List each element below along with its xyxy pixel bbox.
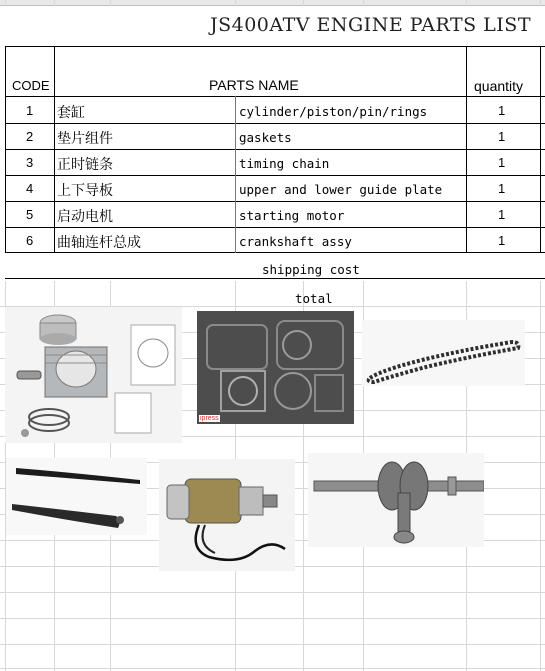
grid-row-line [0,668,545,669]
gaskets-image [197,311,354,424]
row-cn-name: 套缸 [57,105,85,121]
row-en-name: gaskets [239,130,292,145]
row-code: 1 [26,103,34,118]
cylinder-piston-image [5,307,182,443]
row-code: 5 [26,207,34,222]
starting-motor-image [159,459,295,571]
row-code: 3 [26,155,34,170]
row-en-name: crankshaft assy [239,234,352,249]
row-en-name: upper and lower guide plate [239,182,443,197]
row-code: 6 [26,233,34,248]
row-code: 2 [26,129,34,144]
header-parts-name: PARTS NAME [209,77,299,93]
row-qty: 1 [498,233,506,248]
row-qty: 1 [498,155,506,170]
total-label: total [295,291,333,306]
grid-row-line [0,592,545,593]
row-qty: 1 [498,207,506,222]
crankshaft-image [308,453,484,547]
shipping-cost-label: shipping cost [262,262,360,277]
grid-row-line [0,644,545,645]
row-cn-name: 正时链条 [57,157,113,173]
row-qty: 1 [498,129,506,144]
row-en-name: timing chain [239,156,330,171]
row-cn-name: 上下导板 [57,183,113,199]
row-qty: 1 [498,103,506,118]
row-code: 4 [26,181,34,196]
timing-chain-image [362,320,525,386]
row-en-name: cylinder/piston/pin/rings [239,104,428,119]
row-cn-name: 垫片组件 [57,131,113,147]
row-cn-name: 启动电机 [57,209,113,225]
image-watermark-text: ipress [200,415,219,422]
grid-row-line [0,618,545,619]
row-cn-name: 曲轴连杆总成 [57,235,141,251]
row-qty: 1 [498,181,506,196]
header-quantity: quantity [474,78,524,94]
row-en-name: starting motor [239,208,345,223]
header-code: CODE [12,78,50,93]
sheet-title: JS400ATV ENGINE PARTS LIST [210,14,531,36]
guide-plates-image [6,458,147,535]
